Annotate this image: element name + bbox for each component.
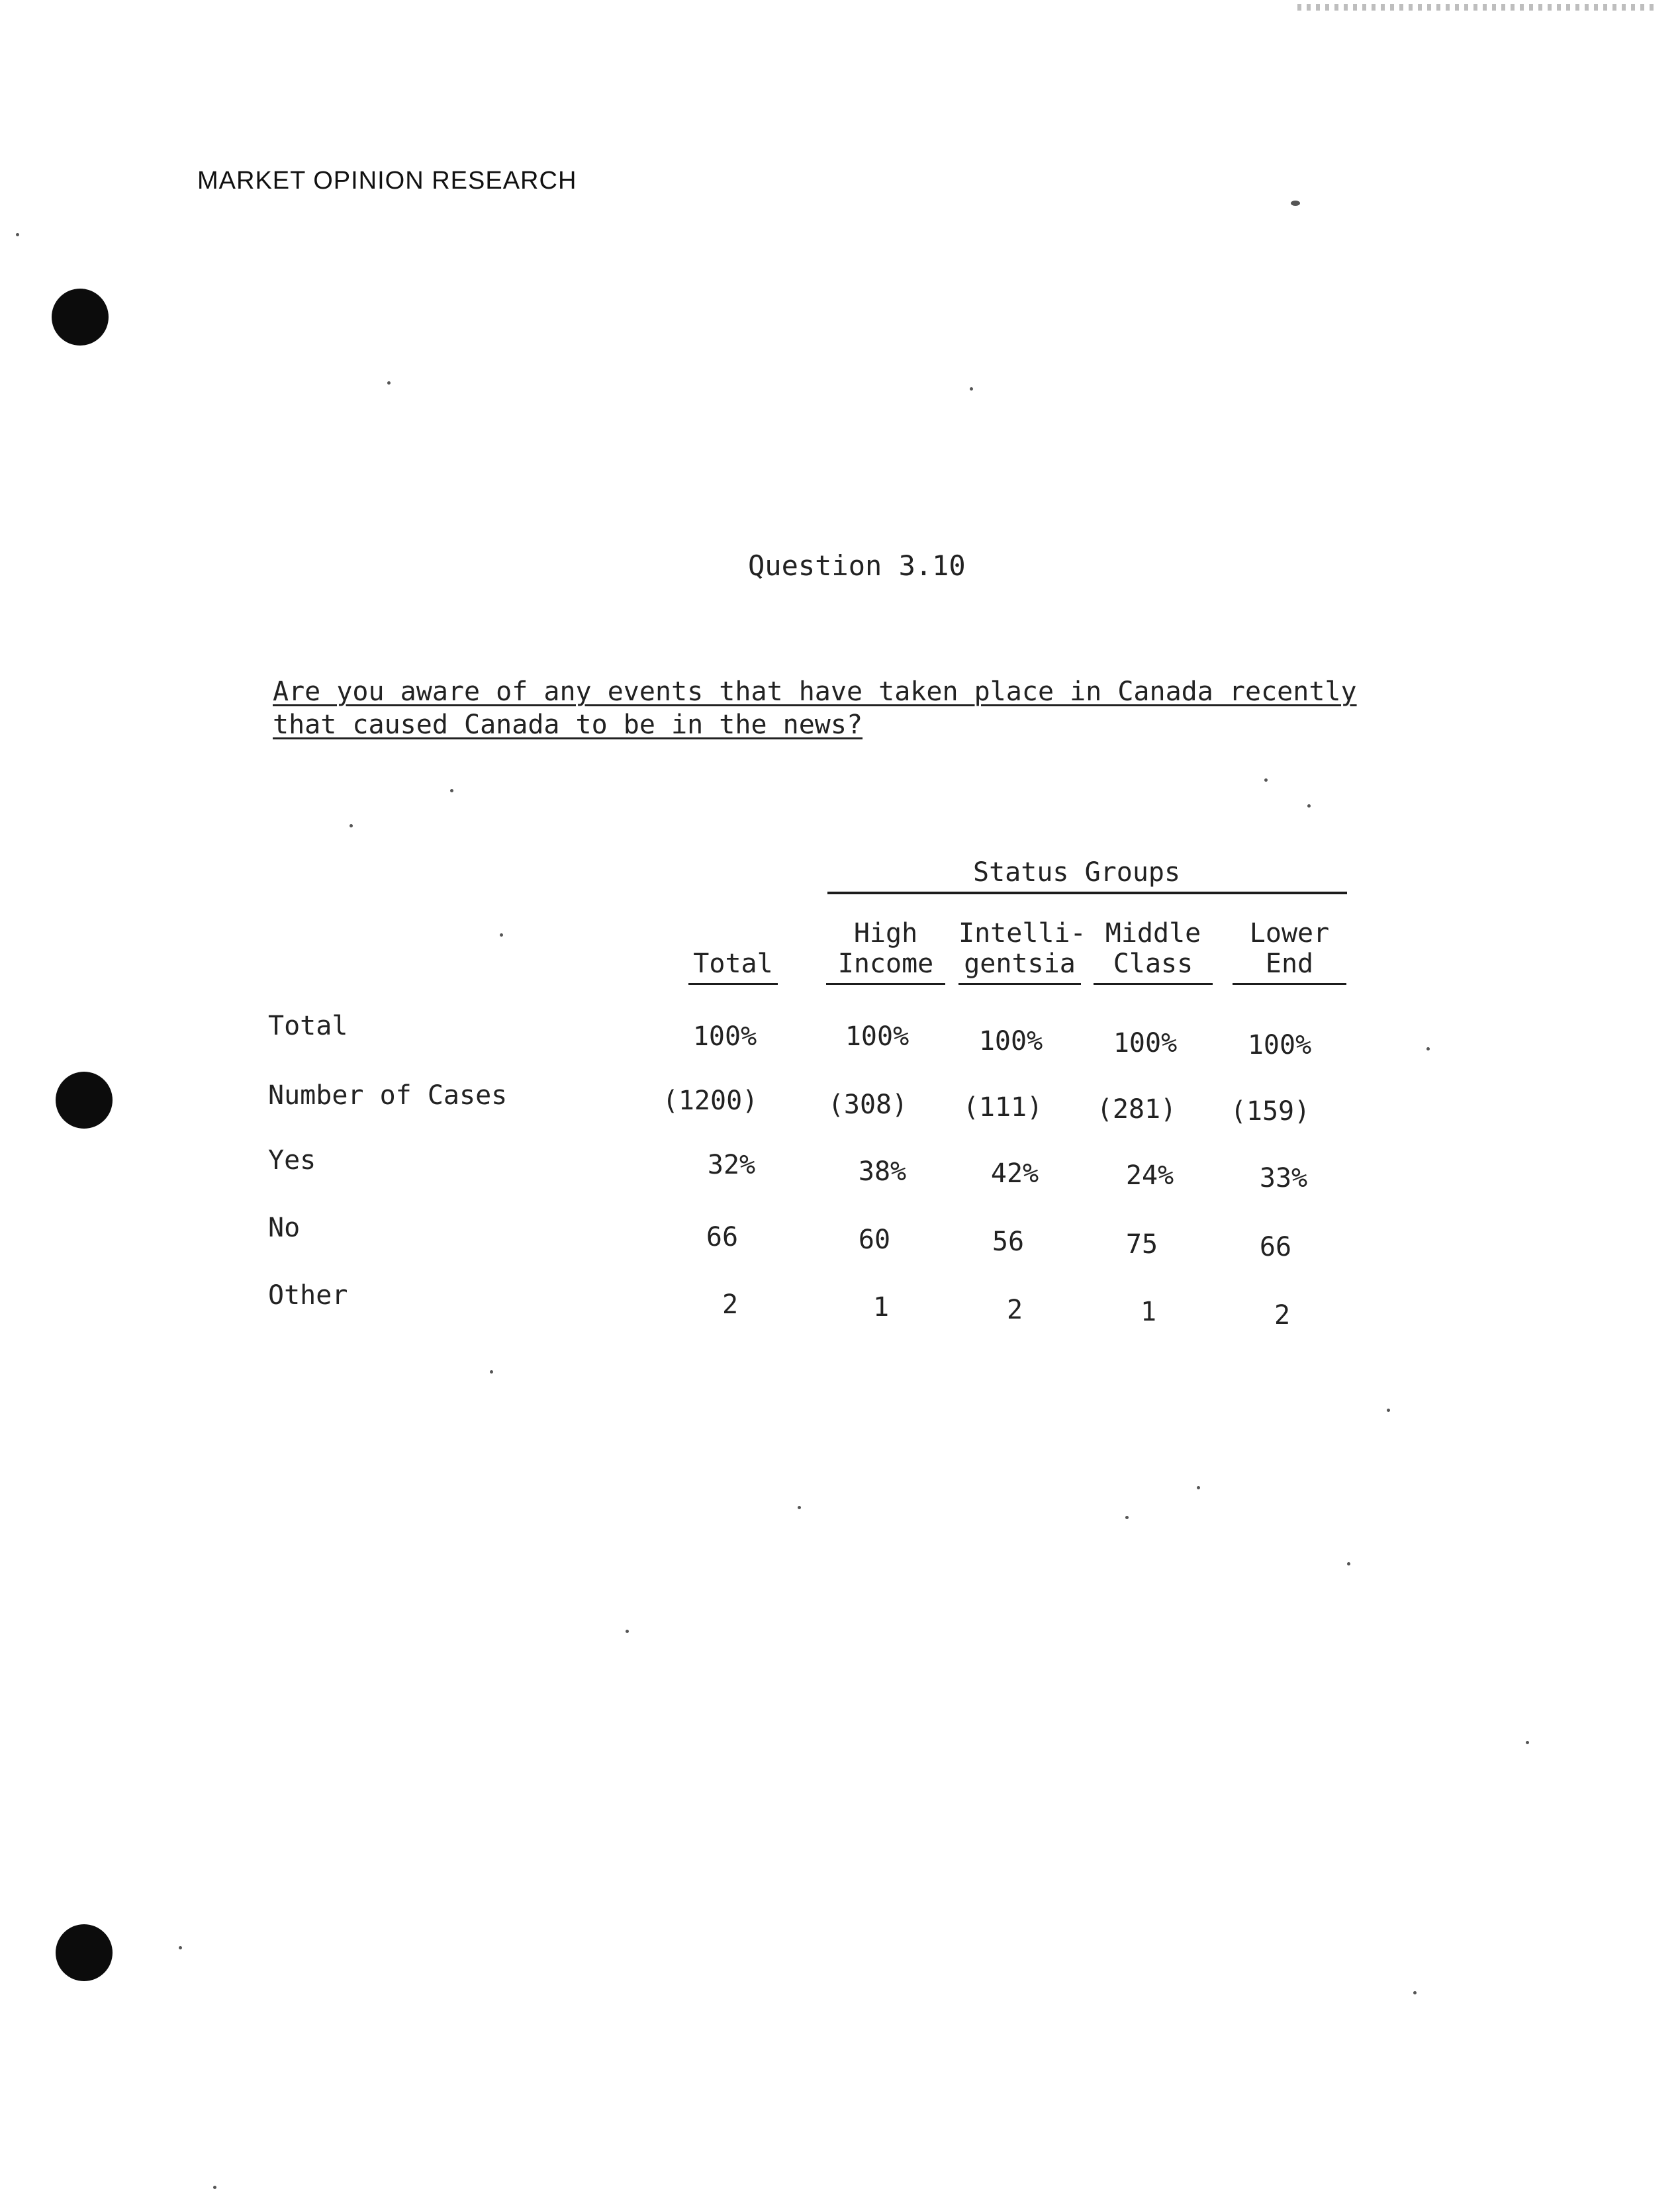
column-header-line2: End bbox=[1265, 949, 1314, 979]
scan-speck bbox=[1387, 1409, 1390, 1412]
table-cell: 1 bbox=[1140, 1297, 1157, 1327]
scan-speck bbox=[179, 1946, 182, 1949]
row-label-other: Other bbox=[268, 1280, 348, 1311]
table-cell: 33% bbox=[1259, 1163, 1308, 1193]
scan-speck bbox=[450, 789, 453, 792]
status-groups-label: Status Groups bbox=[973, 857, 1181, 888]
scan-speck bbox=[1125, 1516, 1129, 1519]
table-cell: 100% bbox=[692, 1021, 757, 1052]
table-cell: 100% bbox=[1247, 1030, 1312, 1060]
scan-speck bbox=[387, 381, 391, 385]
column-header-line2: Income bbox=[837, 949, 934, 979]
scan-speck bbox=[1307, 804, 1311, 808]
row-label-no: No bbox=[268, 1213, 301, 1243]
punch-hole bbox=[56, 1924, 113, 1981]
table-cell: 60 bbox=[858, 1225, 891, 1255]
column-header-line1: Middle bbox=[1105, 918, 1201, 949]
table-cell: 66 bbox=[706, 1222, 739, 1252]
column-header-intelligentsia bbox=[958, 918, 1086, 985]
punch-hole bbox=[56, 1072, 113, 1129]
column-header-lower-end bbox=[1233, 918, 1346, 985]
table-cell: 1 bbox=[872, 1292, 890, 1323]
table-cell: 2 bbox=[722, 1289, 739, 1320]
scan-speck bbox=[1413, 1991, 1417, 1994]
scan-speck bbox=[1291, 201, 1300, 206]
column-header-total bbox=[688, 918, 778, 985]
scan-speck bbox=[1264, 778, 1268, 782]
scan-speck bbox=[626, 1630, 629, 1633]
column-header-line2: Total bbox=[693, 949, 773, 979]
column-header-line1 bbox=[688, 918, 778, 949]
table-cell: 42% bbox=[990, 1158, 1039, 1189]
question-text-line-1: Are you aware of any events that have taken place in Canada recently bbox=[273, 677, 1357, 707]
question-text bbox=[273, 675, 1458, 741]
table-cell: 66 bbox=[1259, 1232, 1292, 1262]
table-cell: 2 bbox=[1006, 1295, 1023, 1325]
row-label-total: Total bbox=[268, 1011, 348, 1041]
scan-speck bbox=[798, 1506, 801, 1509]
column-header-line1: High bbox=[853, 918, 918, 949]
table-cell: 75 bbox=[1125, 1229, 1158, 1260]
column-header-middle-class bbox=[1094, 918, 1213, 985]
scan-speck bbox=[1426, 1047, 1430, 1050]
table-cell: 32% bbox=[707, 1150, 756, 1180]
question-text-line-2: that caused Canada to be in the news? bbox=[273, 710, 863, 740]
scan-speck bbox=[1526, 1741, 1529, 1744]
table-cell: (111) bbox=[962, 1092, 1043, 1123]
scan-speck bbox=[1197, 1486, 1200, 1489]
letterhead: MARKET OPINION RESEARCH bbox=[197, 167, 577, 195]
column-header-high-income bbox=[826, 918, 945, 985]
scan-speck bbox=[970, 387, 973, 391]
table-cell: 24% bbox=[1125, 1160, 1174, 1191]
table-cell: (159) bbox=[1230, 1096, 1311, 1127]
table-cell: (281) bbox=[1096, 1094, 1177, 1125]
column-header-line1: Lower bbox=[1249, 918, 1330, 949]
scan-speck bbox=[1347, 1562, 1350, 1565]
table-cell: (308) bbox=[827, 1090, 908, 1120]
scan-speck bbox=[16, 233, 19, 236]
table-cell: 100% bbox=[1113, 1028, 1178, 1058]
scan-noise bbox=[1297, 4, 1655, 11]
scan-speck bbox=[490, 1370, 493, 1374]
status-groups-rule bbox=[827, 892, 1347, 894]
table-cell: 38% bbox=[858, 1156, 907, 1187]
column-header-line2: Class bbox=[1113, 949, 1193, 979]
column-header-line2: gentsia bbox=[964, 949, 1076, 979]
punch-hole bbox=[52, 289, 109, 346]
row-label-number-of-cases: Number of Cases bbox=[268, 1080, 508, 1111]
table-cell: 2 bbox=[1274, 1300, 1291, 1330]
question-number: Question 3.10 bbox=[748, 549, 966, 582]
row-label-yes: Yes bbox=[268, 1145, 316, 1176]
column-header-line1: Intelli- bbox=[958, 918, 1086, 949]
scan-speck bbox=[500, 933, 503, 937]
table-cell: (1200) bbox=[662, 1086, 759, 1116]
table-cell: 100% bbox=[845, 1021, 910, 1052]
scan-speck bbox=[350, 824, 353, 827]
table-cell: 56 bbox=[992, 1227, 1025, 1257]
scan-speck bbox=[213, 2186, 216, 2189]
table-cell: 100% bbox=[978, 1026, 1043, 1056]
